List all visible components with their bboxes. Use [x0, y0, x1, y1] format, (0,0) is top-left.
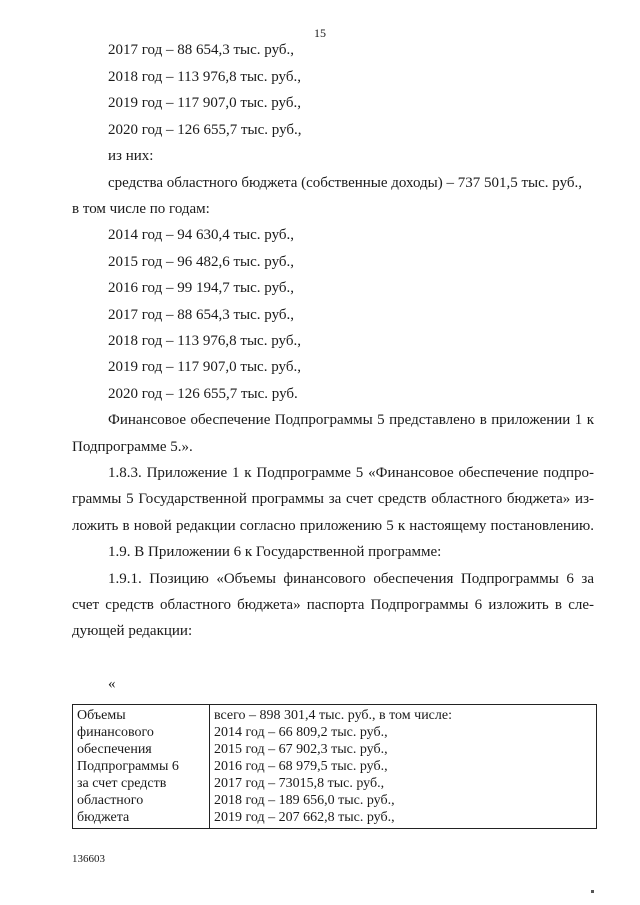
by-years-label: в том числе по годам: — [72, 201, 210, 217]
top-year-line: 2020 год – 126 655,7 тыс. руб., — [108, 122, 302, 138]
year-line: 2014 год – 94 630,4 тыс. руб., — [108, 227, 295, 243]
top-year-line: 2018 год – 113 976,8 тыс. руб., — [108, 69, 301, 85]
table-row — [73, 705, 597, 829]
page-number: 15 — [314, 26, 326, 40]
paragraph-1-9-1-line: 1.9.1. Позицию «Объемы финансового обеспечения Подпрограммы 6 за — [108, 571, 594, 587]
position-name-cell — [73, 705, 210, 829]
paragraph-1-8-3-line: ложить в новой редакции согласно приложению 5 к настоящему постановлению. — [72, 518, 594, 534]
year-line: 2016 год – 99 194,7 тыс. руб., — [108, 280, 295, 296]
cell-line: бюджета — [77, 810, 130, 825]
position-value-cell — [210, 705, 597, 829]
of-them-label: из них: — [108, 148, 154, 164]
year-line: 2020 год – 126 655,7 тыс. руб. — [108, 386, 298, 402]
cell-line: финансового — [77, 725, 154, 740]
year-line: 2015 год – 96 482,6 тыс. руб., — [108, 254, 295, 270]
paragraph-1-8-3-line: граммы 5 Государственной программы за счет средств областного бюджета» из- — [72, 491, 594, 507]
top-year-line: 2017 год – 88 654,3 тыс. руб., — [108, 42, 295, 58]
year-line: 2019 год – 117 907,0 тыс. руб., — [108, 359, 301, 375]
opening-quote: « — [108, 676, 116, 692]
cell-line: за счет средств — [77, 776, 167, 791]
cell-line: 2014 год – 66 809,2 тыс. руб., — [214, 725, 388, 740]
cell-line: всего – 898 301,4 тыс. руб., в том числе: — [214, 708, 452, 723]
cell-line: 2019 год – 207 662,8 тыс. руб., — [214, 810, 395, 825]
finance-paragraph-line: Подпрограмме 5.». — [72, 439, 193, 455]
cell-line: обеспечения — [77, 742, 152, 757]
cell-line: Объемы — [77, 708, 126, 723]
finance-paragraph-line: Финансовое обеспечение Подпрограммы 5 представлено в приложении 1 к — [108, 412, 594, 428]
cell-line: областного — [77, 793, 144, 808]
paragraph-1-9-1-line: дующей редакции: — [72, 623, 193, 639]
cell-line: Подпрограммы 6 — [77, 759, 179, 774]
year-line: 2018 год – 113 976,8 тыс. руб., — [108, 333, 301, 349]
top-year-line: 2019 год – 117 907,0 тыс. руб., — [108, 95, 301, 111]
cell-line: 2015 год – 67 902,3 тыс. руб., — [214, 742, 388, 757]
passport-table — [72, 704, 597, 829]
cell-line: 2018 год – 189 656,0 тыс. руб., — [214, 793, 395, 808]
year-line: 2017 год – 88 654,3 тыс. руб., — [108, 307, 295, 323]
cell-line: 2016 год – 68 979,5 тыс. руб., — [214, 759, 388, 774]
cell-line: 2017 год – 73015,8 тыс. руб., — [214, 776, 385, 791]
paragraph-1-9: 1.9. В Приложении 6 к Государственной программе: — [108, 544, 442, 560]
scan-dot — [591, 890, 594, 893]
paragraph-1-8-3-line: 1.8.3. Приложение 1 к Подпрограмме 5 «Финансовое обеспечение подпро- — [108, 465, 594, 481]
regional-budget-line: средства областного бюджета (собственные доходы) – 737 501,5 тыс. руб., — [108, 175, 583, 191]
footer-code: 136603 — [72, 853, 105, 865]
paragraph-1-9-1-line: счет средств областного бюджета» паспорта Подпрограммы 6 изложить в сле- — [72, 597, 594, 613]
